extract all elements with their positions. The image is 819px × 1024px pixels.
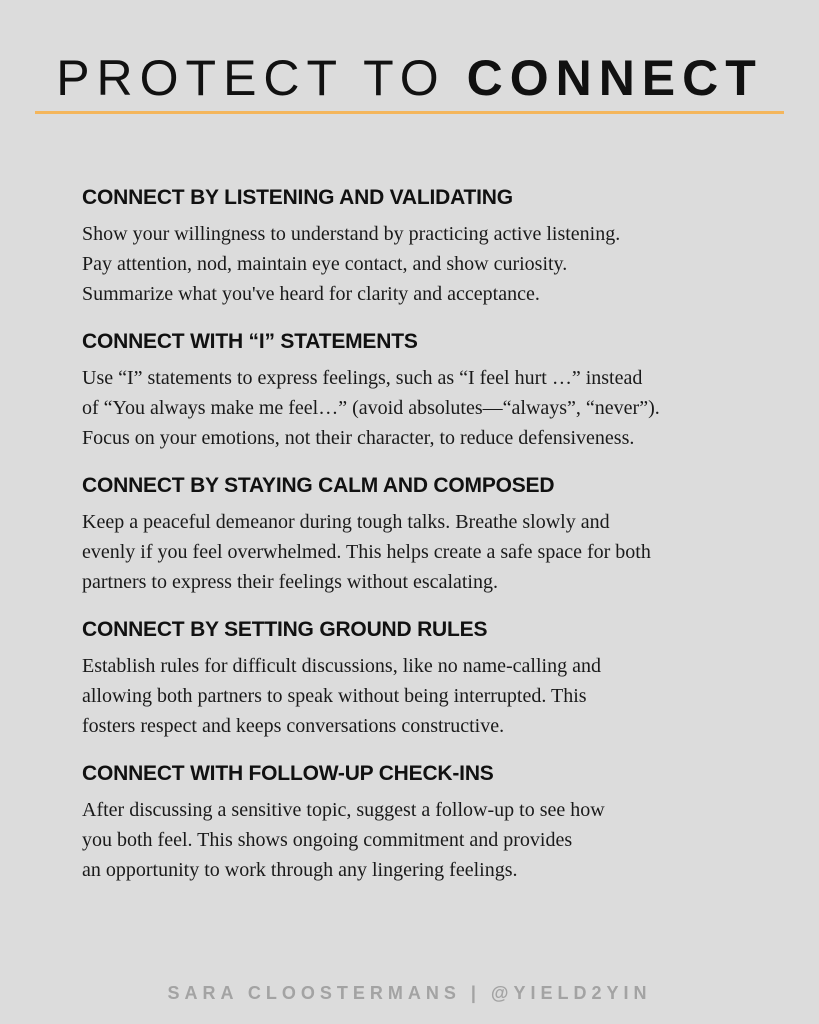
title-connect: CONNECT (466, 50, 763, 106)
section-heading: CONNECT BY LISTENING AND VALIDATING (82, 186, 513, 209)
title-protect-to: PROTECT TO (56, 50, 467, 106)
section-text-line: an opportunity to work through any lingering feelings. (82, 859, 518, 881)
sections-list (82, 183, 782, 903)
section-text-line: Show your willingness to understand by practicing active listening. (82, 223, 621, 245)
section-text-line: Summarize what you've heard for clarity and acceptance. (82, 283, 540, 305)
section-text-line: Pay attention, nod, maintain eye contact, and show curiosity. (82, 253, 568, 275)
section-calm (82, 471, 782, 597)
section-heading: CONNECT BY SETTING GROUND RULES (82, 618, 488, 641)
section-heading: CONNECT WITH “I” STATEMENTS (82, 330, 418, 353)
section-i-statements (82, 327, 782, 453)
section-check-ins (82, 759, 782, 885)
page-title (0, 50, 819, 106)
section-text-line: Focus on your emotions, not their character, to reduce defensiveness. (82, 427, 635, 449)
section-text-line: of “You always make me feel…” (avoid absolutes—“always”, “never”). (82, 397, 660, 419)
section-text-line: Use “I” statements to express feelings, such as “I feel hurt …” instead (82, 367, 643, 389)
section-heading: CONNECT BY STAYING CALM AND COMPOSED (82, 474, 555, 497)
section-text-line: Keep a peaceful demeanor during tough talks. Breathe slowly and (82, 511, 610, 533)
section-text-line: partners to express their feelings without escalating. (82, 571, 498, 593)
section-text-line: fosters respect and keeps conversations constructive. (82, 715, 505, 737)
section-listening (82, 183, 782, 309)
section-text-line: allowing both partners to speak without being interrupted. This (82, 685, 587, 707)
title-underline (35, 111, 784, 114)
author-credit: SARA CLOOSTERMANS | @YIELD2YIN (167, 983, 652, 1003)
section-text-line: After discussing a sensitive topic, suggest a follow-up to see how (82, 799, 605, 821)
section-text-line: you both feel. This shows ongoing commitment and provides (82, 829, 573, 851)
section-text-line: evenly if you feel overwhelmed. This helps create a safe space for both (82, 541, 651, 563)
section-heading: CONNECT WITH FOLLOW-UP CHECK-INS (82, 762, 494, 785)
section-text-line: Establish rules for difficult discussions, like no name-calling and (82, 655, 601, 677)
section-ground-rules (82, 615, 782, 741)
